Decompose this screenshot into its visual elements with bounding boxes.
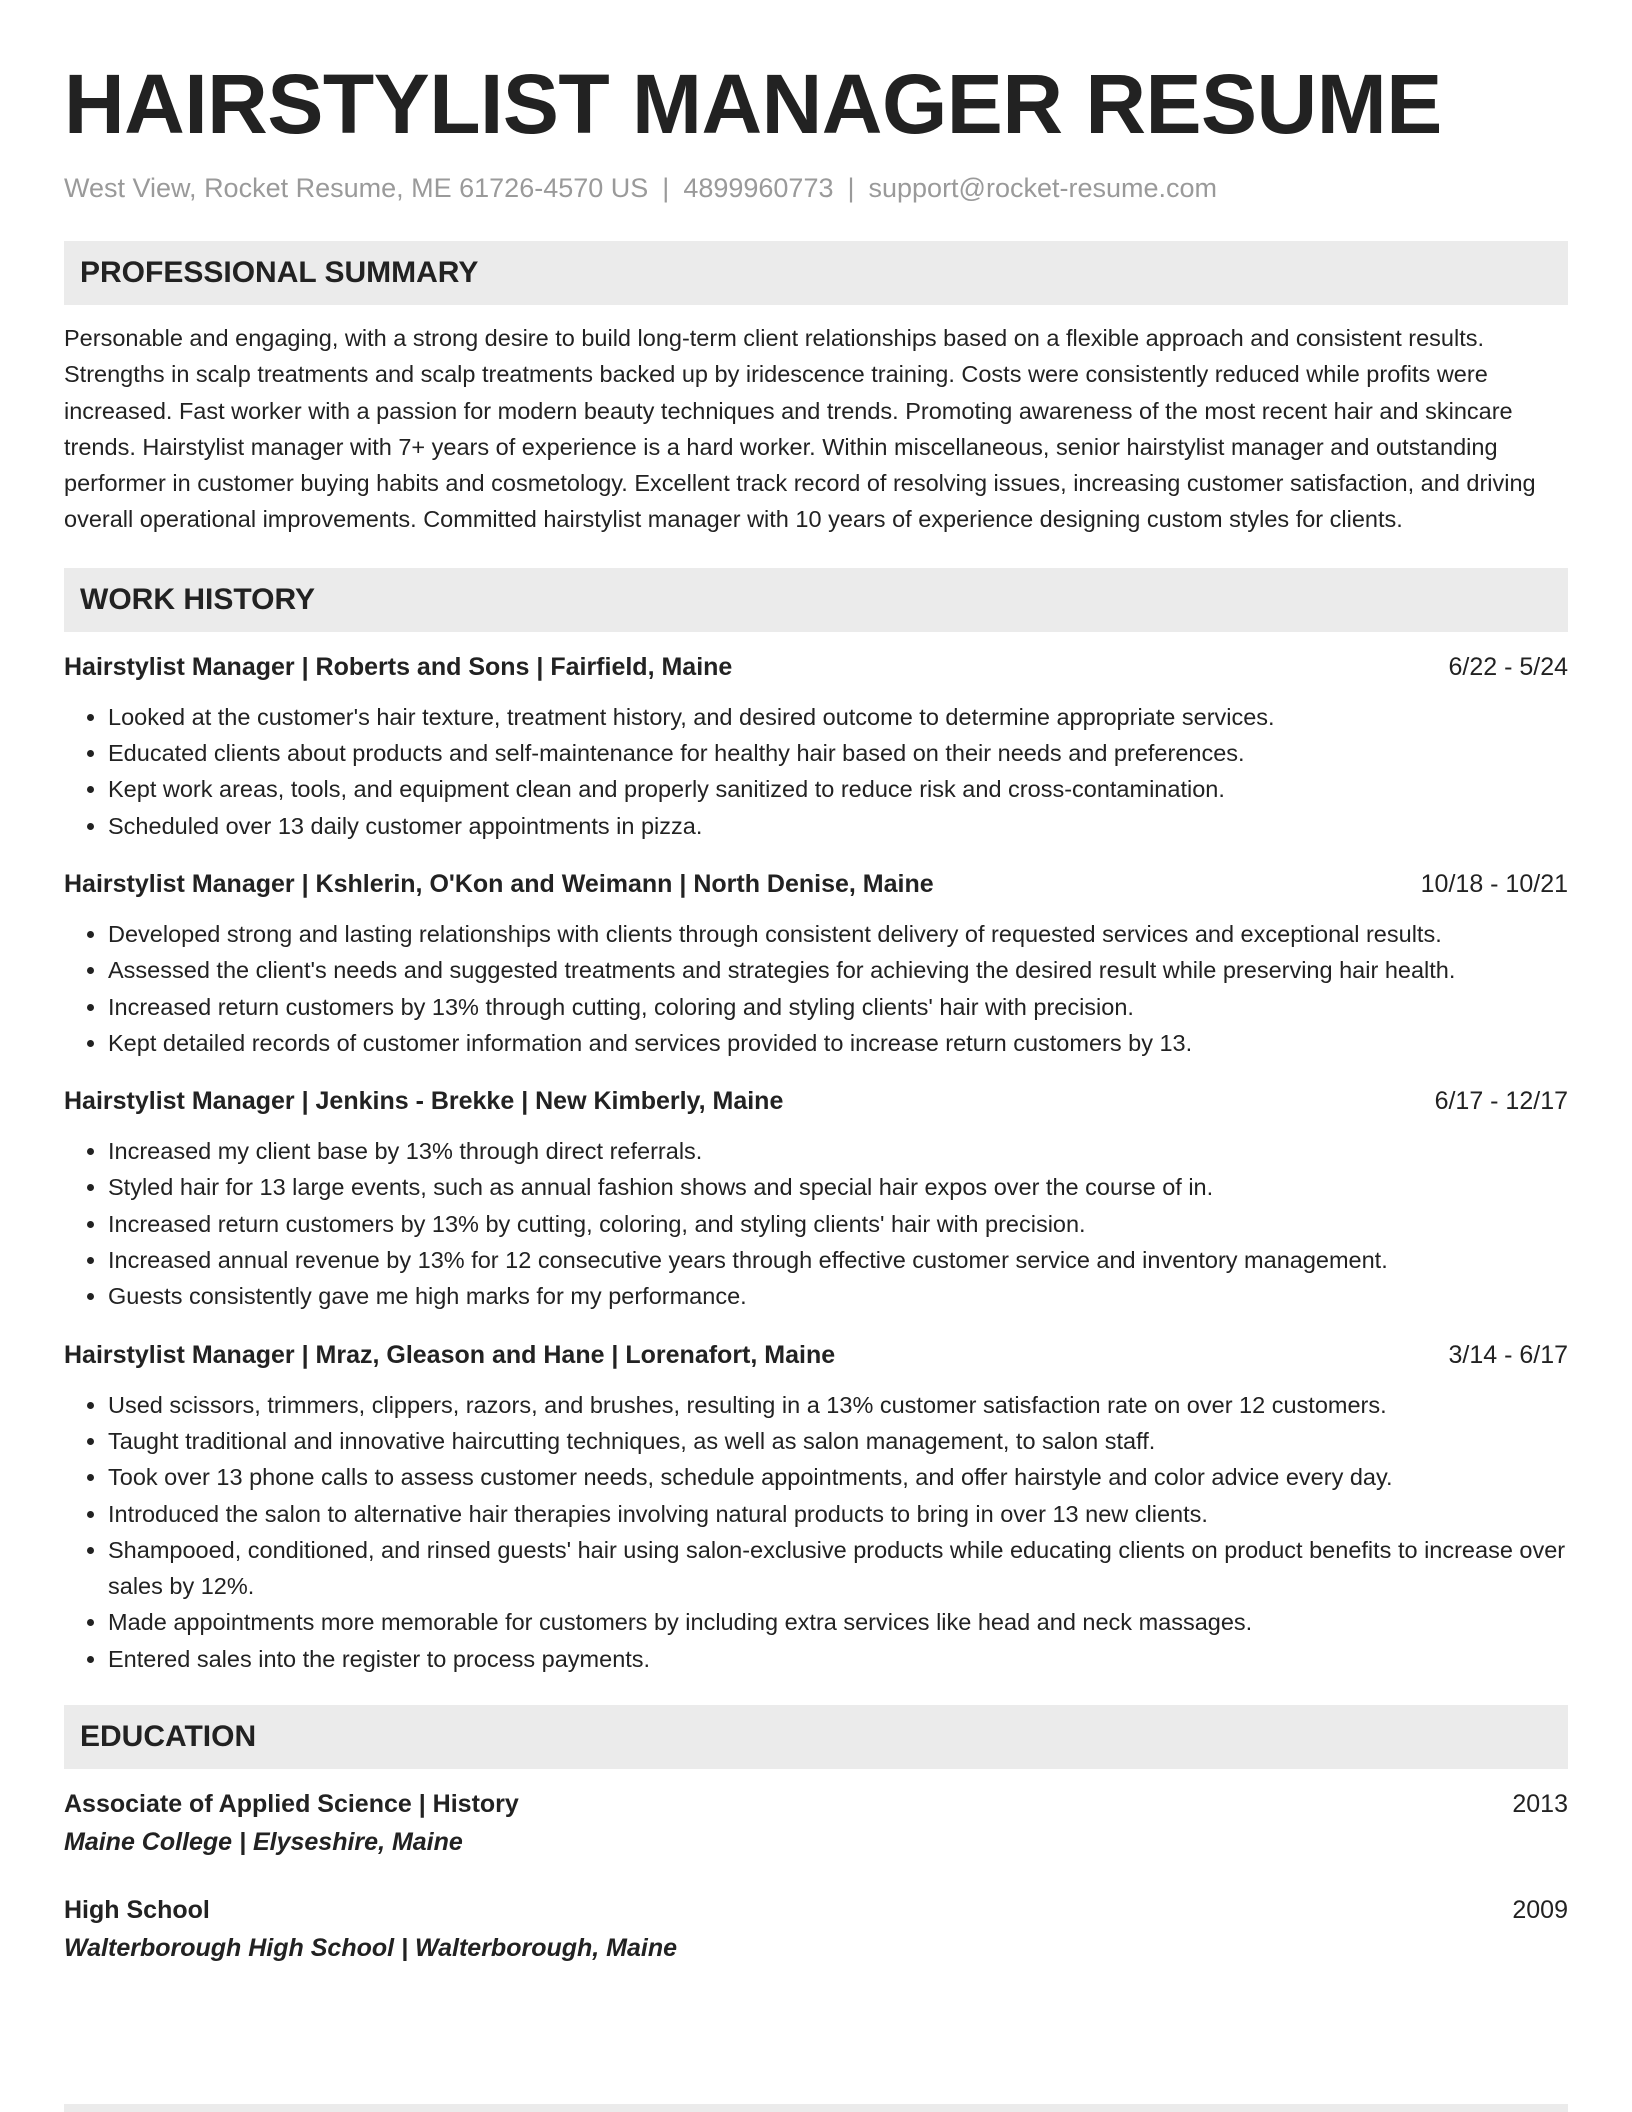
education-entry (64, 1786, 1568, 1862)
job-bullet: • Kept detailed records of customer information and services provided to increase return customers by 13. (108, 1025, 1568, 1061)
resume-title: HAIRSTYLIST MANAGER RESUME (64, 57, 1442, 151)
job-bullet: • Assessed the client's needs and suggested treatments and strategies for achieving the desired result while preserving hair health. (108, 952, 1568, 988)
job-bullet: • Shampooed, conditioned, and rinsed guests' hair using salon-exclusive products while educating clients on product benefits to increase over sales by 12%. (108, 1532, 1568, 1605)
job-bullet: • Used scissors, trimmers, clippers, razors, and brushes, resulting in a 13% customer satisfaction rate on over 12 customers. (108, 1387, 1568, 1423)
job-entry (64, 1083, 1568, 1314)
summary-heading: PROFESSIONAL SUMMARY (64, 241, 1568, 305)
contact-phone: 4899960773 (683, 173, 834, 203)
job-bullet: • Increased return customers by 13% by cutting, coloring, and styling clients' hair with precision. (108, 1206, 1568, 1242)
job-bullet: • Kept work areas, tools, and equipment clean and properly sanitized to reduce risk and cross-contamination. (108, 771, 1568, 807)
education-degree: Associate of Applied Science | History (64, 1790, 519, 1819)
job-bullet: • Took over 13 phone calls to assess customer needs, schedule appointments, and offer hairstyle and color advice every day. (108, 1459, 1568, 1495)
job-title: Hairstylist Manager | Jenkins - Brekke | New Kimberly, Maine (64, 1087, 784, 1116)
contact-email: support@rocket-resume.com (868, 173, 1218, 203)
education-header (64, 1786, 1568, 1822)
education-entry (64, 1892, 1568, 1968)
job-dates: 3/14 - 6/17 (1448, 1340, 1568, 1369)
job-dates: 6/17 - 12/17 (1434, 1087, 1568, 1116)
contact-separator: | (847, 173, 855, 203)
education-school: Maine College | Elyseshire, Maine (64, 1828, 463, 1857)
job-bullet: • Educated clients about products and self-maintenance for healthy hair based on their needs and preferences. (108, 735, 1568, 771)
summary-text: Personable and engaging, with a strong desire to build long-term client relationships based on a flexible approach and consistent results. Strengths in scalp treatments and scalp treatments backed up by iridescence training. Costs were consistently reduced while profits were increased. Fast worker with a passion for modern beauty techniques and trends. Promoting awareness of the most recent hair and skincare trends. Hairstylist manager with 7+ years of experience is a hard worker. Within miscellaneous, senior hairstylist manager and outstanding performer in customer buying habits and cosmetology. Excellent track record of resolving issues, increasing customer satisfaction, and driving overall operational improvements. Committed hairstylist manager with 10 years of experience designing custom styles for clients. (64, 325, 1536, 533)
job-dates: 10/18 - 10/21 (1420, 869, 1568, 898)
job-bullet: • Scheduled over 13 daily customer appointments in pizza. (108, 808, 1568, 844)
job-entry (64, 866, 1568, 1061)
job-bullet: • Entered sales into the register to process payments. (108, 1641, 1568, 1677)
bottom-divider (64, 2104, 1568, 2112)
job-bullet: • Developed strong and lasting relationships with clients through consistent delivery of requested services and exceptional results. (108, 916, 1568, 952)
job-header (64, 649, 1568, 685)
job-bullet: • Styled hair for 13 large events, such as annual fashion shows and special hair expos over the course of in. (108, 1169, 1568, 1205)
contact-separator: | (662, 173, 670, 203)
job-bullet: • Introduced the salon to alternative hair therapies involving natural products to bring in over 13 new clients. (108, 1496, 1568, 1532)
job-title: Hairstylist Manager | Mraz, Gleason and Hane | Lorenafort, Maine (64, 1340, 836, 1369)
job-bullets (64, 1133, 1568, 1314)
job-header (64, 1337, 1568, 1373)
job-bullet: • Looked at the customer's hair texture, treatment history, and desired outcome to determine appropriate services. (108, 699, 1568, 735)
education-header (64, 1892, 1568, 1928)
job-bullet: • Increased my client base by 13% through direct referrals. (108, 1133, 1568, 1169)
job-bullet: • Increased return customers by 13% through cutting, coloring and styling clients' hair with precision. (108, 989, 1568, 1025)
job-bullets (64, 699, 1568, 844)
job-entry (64, 1337, 1568, 1677)
contact-line (64, 170, 1568, 206)
job-title: Hairstylist Manager | Kshlerin, O'Kon and Weimann | North Denise, Maine (64, 869, 934, 898)
job-bullets (64, 1387, 1568, 1677)
education-year: 2013 (1512, 1790, 1568, 1819)
education-degree: High School (64, 1896, 210, 1925)
job-header (64, 866, 1568, 902)
education-heading: EDUCATION (64, 1705, 1568, 1769)
contact-address: West View, Rocket Resume, ME 61726-4570 US (64, 173, 649, 203)
job-entry (64, 649, 1568, 844)
job-bullet: • Guests consistently gave me high marks for my performance. (108, 1278, 1568, 1314)
education-school: Walterborough High School | Walterborough, Maine (64, 1934, 678, 1963)
job-bullet: • Increased annual revenue by 13% for 12 consecutive years through effective customer service and inventory management. (108, 1242, 1568, 1278)
job-bullet: • Taught traditional and innovative haircutting techniques, as well as salon management, to salon staff. (108, 1423, 1568, 1459)
job-bullet: • Made appointments more memorable for customers by including extra services like head and neck massages. (108, 1604, 1568, 1640)
job-dates: 6/22 - 5/24 (1448, 652, 1568, 681)
job-bullets (64, 916, 1568, 1061)
job-title: Hairstylist Manager | Roberts and Sons | Fairfield, Maine (64, 652, 733, 681)
work-history-heading: WORK HISTORY (64, 568, 1568, 632)
job-header (64, 1083, 1568, 1119)
education-year: 2009 (1512, 1896, 1568, 1925)
